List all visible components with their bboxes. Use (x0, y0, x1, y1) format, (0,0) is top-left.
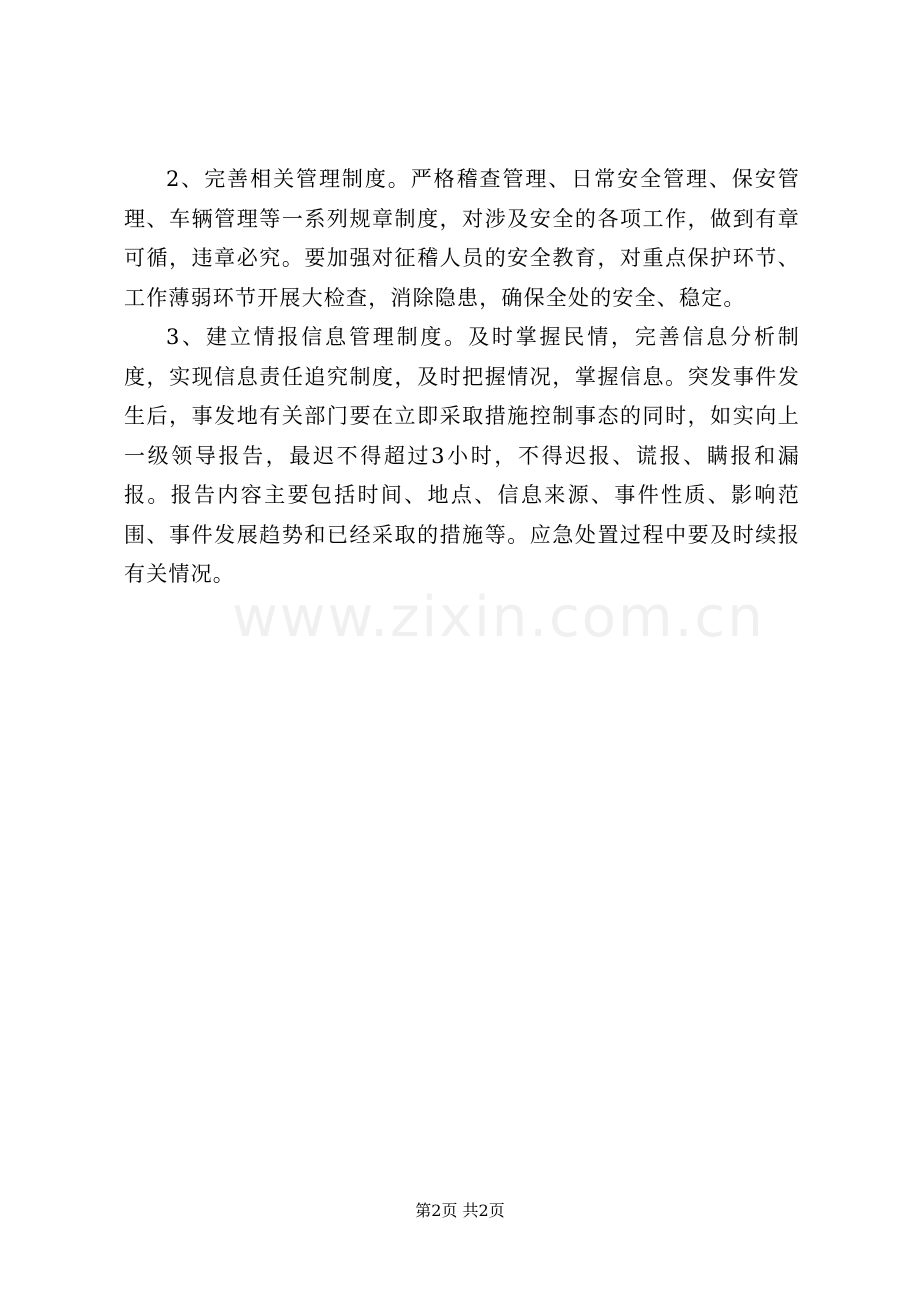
paragraph-management-rules: 2、完善相关管理制度。严格稽查管理、日常安全管理、保安管理、车辆管理等一系列规章制度，对涉及安全的各项工作，做到有章可循，违章必究。要加强对征稽人员的安全教育，对重点保护环节、工作薄弱环节开展大检查，消除隐患，确保全处的安全、稳定。 (124, 167, 800, 310)
paragraph-intelligence-rules: 3、建立情报信息管理制度。及时掌握民情，完善信息分析制度，实现信息责任追究制度，及时把握情况，掌握信息。突发事件发生后，事发地有关部门要在立即采取措施控制事态的同时，如实向上一级领导报告，最迟不得超过3小时，不得迟报、谎报、瞒报和漏报。报告内容主要包括时间、地点、信息来源、事件性质、影响范围、事件发展趋势和已经采取的措施等。应急处置过程中要及时续报有关情况。 (124, 325, 800, 586)
watermark-text: www.zixin.com.cn (232, 585, 765, 650)
page-footer: 第2页 共2页 (415, 1201, 505, 1220)
document-body (124, 160, 800, 595)
